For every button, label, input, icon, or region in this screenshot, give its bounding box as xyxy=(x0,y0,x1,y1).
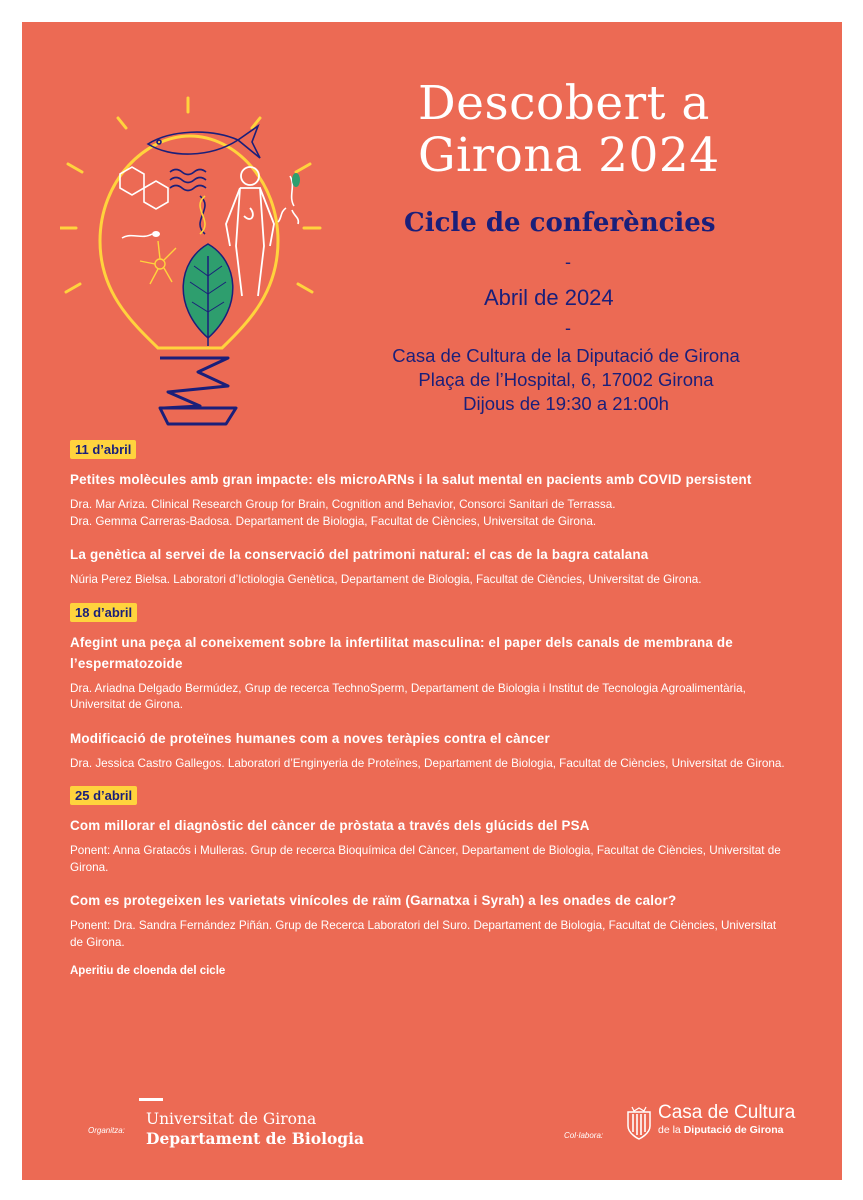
speaker: Dra. Mar Ariza. Clinical Research Group for Brain, Cognition and Behavior, Consorci Sanitari de Terrassa. xyxy=(70,498,616,511)
speaker: Dra. Jessica Castro Gallegos. Laboratori d’Enginyeria de Proteïnes, Departament de Biologia, Facultat de Ciències, Universitat de Girona. xyxy=(70,756,785,770)
waves-icon xyxy=(170,170,206,191)
talk-speakers xyxy=(70,572,790,589)
lightbulb-illustration xyxy=(60,96,360,441)
speaker: Dra. Gemma Carreras-Badosa. Departament de Biologia, Facultat de Ciències, Universitat de Girona. xyxy=(70,514,597,528)
session xyxy=(70,440,790,589)
date-badge: 18 d’abril xyxy=(70,603,137,622)
title-line-2: Girona 2024 xyxy=(418,128,720,183)
organizer-label: Organitza: xyxy=(88,1126,125,1135)
talk-speakers xyxy=(70,497,790,530)
title-line-1: Descobert a xyxy=(418,76,710,131)
talk-title: La genètica al servei de la conservació del patrimoni natural: el cas de la bagra catalana xyxy=(70,547,649,562)
schedule: Dijous de 19:30 a 21:00h xyxy=(463,393,669,414)
talk-speakers xyxy=(70,918,790,951)
dna-icon xyxy=(200,196,205,234)
separator: - xyxy=(565,318,571,338)
leaf-icon xyxy=(183,244,233,346)
human-body-icon xyxy=(226,167,274,296)
collaborator-label: Col·labora: xyxy=(564,1131,604,1140)
talk-speakers xyxy=(70,843,790,876)
venue-address: Plaça de l’Hospital, 6, 17002 Girona xyxy=(418,369,714,390)
casa-de-cultura-logo xyxy=(658,1102,795,1137)
session xyxy=(70,786,790,951)
separator: - xyxy=(565,252,571,272)
date-badge: 25 d’abril xyxy=(70,786,137,805)
sperm-icon xyxy=(122,234,152,238)
program xyxy=(70,440,790,977)
diputacio-crest-icon xyxy=(626,1106,652,1140)
speaker: Núria Perez Bielsa. Laboratori d’Ictiologia Genètica, Departament de Biologia, Facultat de Ciències, Universitat de Girona. xyxy=(70,573,702,586)
venue-block xyxy=(346,344,786,416)
talk-speakers xyxy=(70,756,790,773)
speaker: Ponent: Dra. Sandra Fernández Piñán. Grup de Recerca Laboratori del Suro. Departament de Biologia, Facultat de Ciències, Universitat de Girona. xyxy=(70,919,777,949)
talk-title: Modificació de proteïnes humanes com a noves teràpies contra el càncer xyxy=(70,730,550,746)
session xyxy=(70,603,790,773)
month: Abril de 2024 xyxy=(484,285,614,310)
bulb-base xyxy=(160,358,236,424)
university-name: Universitat de Girona xyxy=(146,1110,317,1128)
neuron-icon xyxy=(140,241,176,284)
molecule-icon xyxy=(120,167,168,209)
casa-name: Casa de Cultura xyxy=(658,1102,796,1123)
speaker: Ponent: Anna Gratacós i Mulleras. Grup de recerca Bioquímica del Càncer, Departament de Biologia, Facultat de Ciències, Universitat de Girona. xyxy=(70,844,781,874)
university-logo xyxy=(146,1110,364,1148)
subtitle: Cicle de conferències xyxy=(404,208,716,238)
talk-title: Afegint una peça al coneixement sobre la infertilitat masculina: el paper dels canals de membrana de l’espermatozoide xyxy=(70,634,733,671)
closing-note: Aperitiu de cloenda del cicle xyxy=(70,965,226,977)
speaker: Dra. Ariadna Delgado Bermúdez, Grup de recerca TechnoSperm, Departament de Biologia i Institut de Tecnologia Agroalimentària, Universitat de Girona. xyxy=(70,681,746,711)
talk-title: Petites molècules amb gran impacte: els microARNs i la salut mental en pacients amb COVID persistent xyxy=(70,472,752,487)
casa-subname: de la Diputació de Girona xyxy=(658,1124,784,1136)
venue-name: Casa de Cultura de la Diputació de Girona xyxy=(392,345,740,366)
talk-title: Com millorar el diagnòstic del càncer de pròstata a través dels glúcids del PSA xyxy=(70,818,590,833)
university-logo-mark xyxy=(139,1098,163,1101)
talk-speakers xyxy=(70,681,790,714)
talk-title: Com es protegeixen les varietats vinícoles de raïm (Garnatxa i Syrah) a les onades de calor? xyxy=(70,893,677,908)
date-badge: 11 d’abril xyxy=(70,440,136,459)
footer xyxy=(22,1088,842,1180)
event-title xyxy=(418,78,720,182)
department-name: Departament de Biologia xyxy=(146,1129,365,1148)
